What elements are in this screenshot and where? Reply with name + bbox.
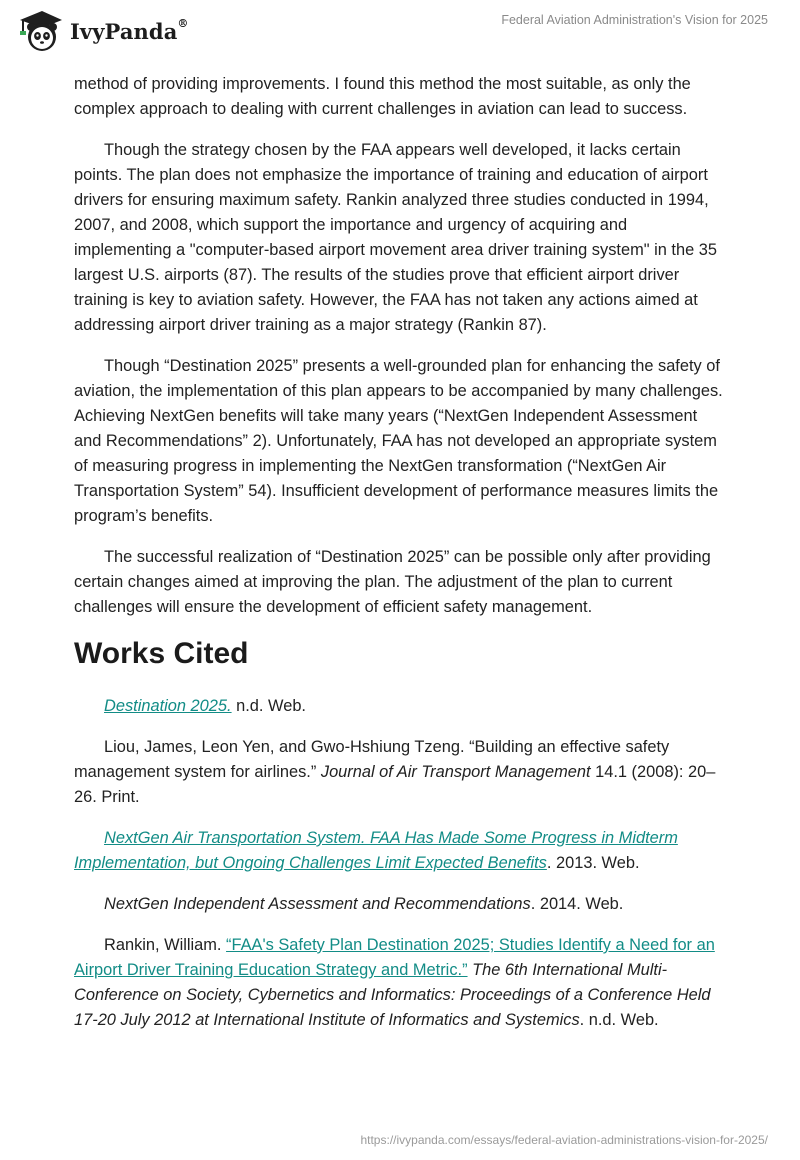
citation-item: Destination 2025. n.d. Web. [104, 697, 306, 715]
page-header [0, 0, 800, 62]
citation-item: NextGen Air Transportation System. FAA Has Made Some Progress in Midterm Implementation, but Ongoing Challenges Limit Expected Benefits. 2013. Web. [74, 829, 678, 872]
citation-item: Rankin, William. “FAA's Safety Plan Destination 2025; Studies Identify a Need for an Airport Driver Training Education Strategy and Metric.” The 6th International Multi-Conference on Society, Cybernetics and Informatics: Proceedings of a Conference Held 17-20 July 2012 at International Institute of Informatics and Systemics. n.d. Web. [74, 936, 715, 1029]
citation-item: NextGen Independent Assessment and Recommendations. 2014. Web. [104, 895, 624, 913]
registered-mark: ® [177, 16, 189, 30]
document-title: Federal Aviation Administration's Vision for 2025 [501, 13, 768, 27]
citation-item: Liou, James, Leon Yen, and Gwo-Hshiung Tzeng. “Building an effective safety management system for airlines.” Journal of Air Transport Management 14.1 (2008): 20–26. Print. [74, 738, 716, 806]
essay-body [74, 72, 728, 1049]
paragraph: Though the strategy chosen by the FAA appears well developed, it lacks certain points. The plan does not emphasize the importance of training and education of airport drivers for ensuring maximum safety. Rankin analyzed three studies conducted in 1994, 2007, and 2008, which support the importance and urgency of acquiring and implementing a "computer-based airport movement area driver training system" in the 35 largest U.S. airports (87). The results of the studies prove that efficient airport driver training is key to aviation safety. However, the FAA has not taken any actions aimed at addressing airport driver training as a major strategy (Rankin 87). [74, 141, 717, 334]
citation-link[interactable]: NextGen Air Transportation System. FAA Has Made Some Progress in Midterm Implementation, but Ongoing Challenges Limit Expected Benefits [74, 829, 678, 872]
citation-link[interactable]: “FAA's Safety Plan Destination 2025; Studies Identify a Need for an Airport Driver Training Education Strategy and Metric.” [74, 936, 715, 979]
source-url: https://ivypanda.com/essays/federal-aviation-administrations-vision-for-2025/ [360, 1133, 768, 1147]
brand-name: IvyPanda® [70, 16, 189, 44]
citation-link[interactable]: Destination 2025. [104, 697, 232, 715]
panda-graduate-icon [16, 8, 64, 54]
works-cited-heading: Works Cited [74, 637, 249, 670]
paragraph: Though “Destination 2025” presents a well-grounded plan for enhancing the safety of aviation, the implementation of this plan appears to be accompanied by many challenges. Achieving NextGen benefits will take many years (“NextGen Independent Assessment and Recommendations” 2). Unfortunately, FAA has not developed an appropriate system of measuring progress in implementing the NextGen transformation (“NextGen Air Transportation System” 54). Insufficient development of performance measures limits the program’s benefits. [74, 357, 723, 525]
paragraph: method of providing improvements. I found this method the most suitable, as only the complex approach to dealing with current challenges in aviation can lead to success. [74, 75, 691, 118]
paragraph: The successful realization of “Destination 2025” can be possible only after providing certain changes aimed at improving the plan. The adjustment of the plan to current challenges will ensure the development of efficient safety management. [74, 548, 711, 616]
ivypanda-logo[interactable] [16, 8, 189, 54]
